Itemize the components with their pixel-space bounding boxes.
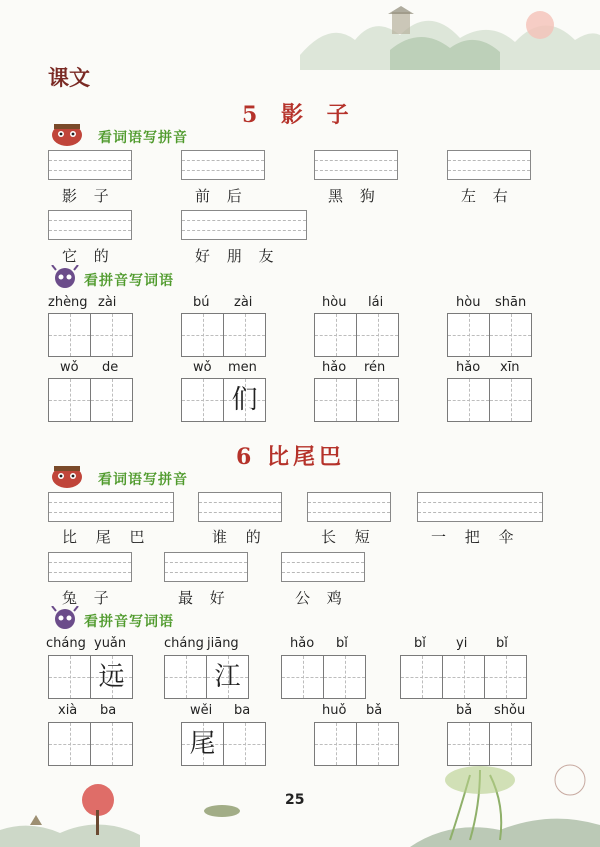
writing-grid[interactable]: [400, 655, 526, 699]
pinyin-label: yuǎn: [94, 636, 127, 651]
writing-grid[interactable]: [181, 722, 265, 766]
pinyin-label: zài: [234, 295, 253, 310]
word-label: 它 的: [62, 247, 109, 265]
prefilled-character: 远: [98, 662, 125, 692]
pinyin-label: lái: [368, 295, 384, 310]
pinyin-label: jiāng: [207, 636, 239, 651]
pinyin-answer-box[interactable]: [48, 492, 174, 522]
pinyin-answer-box[interactable]: [48, 552, 132, 582]
pinyin-label: xià: [58, 703, 78, 718]
pinyin-answer-box[interactable]: [307, 492, 391, 522]
word-label: 公 鸡: [295, 589, 342, 607]
writing-grid[interactable]: [48, 722, 132, 766]
pinyin-label: ba: [100, 703, 117, 718]
word-label: 谁 的: [212, 528, 261, 546]
writing-grid[interactable]: [181, 378, 265, 422]
pinyin-label: bǎ: [366, 703, 383, 718]
pinyin-answer-box[interactable]: [164, 552, 248, 582]
writing-grid[interactable]: [48, 655, 132, 699]
pinyin-answer-box[interactable]: [181, 210, 307, 240]
task-heading: 看词语写拼音: [98, 130, 188, 146]
mascot-icon: [50, 606, 80, 634]
pinyin-label: hòu: [322, 295, 347, 310]
pinyin-label: huǒ: [322, 703, 347, 718]
pinyin-label: bǐ: [414, 636, 426, 651]
word-label: 兔 子: [62, 589, 109, 607]
prefilled-character: 江: [214, 662, 241, 692]
prefilled-character: 尾: [189, 729, 216, 759]
pinyin-label: hòu: [456, 295, 481, 310]
writing-grid[interactable]: [164, 655, 248, 699]
pinyin-label: de: [102, 360, 119, 375]
word-label: 长 短: [321, 528, 370, 546]
pinyin-label: rén: [364, 360, 386, 375]
writing-grid[interactable]: [447, 378, 531, 422]
task-heading: 看拼音写词语: [84, 614, 174, 630]
mountain-landscape-illustration: [300, 0, 600, 70]
word-label: 左 右: [461, 187, 508, 205]
pinyin-label: bǐ: [496, 636, 508, 651]
pinyin-answer-box[interactable]: [48, 210, 132, 240]
mascot-icon: [50, 122, 84, 152]
pinyin-label: xīn: [500, 360, 520, 375]
pinyin-label: zhèng: [48, 295, 88, 310]
writing-grid[interactable]: [48, 313, 132, 357]
section-title: 课文: [48, 65, 90, 90]
pinyin-label: wǒ: [60, 360, 79, 375]
lesson-5-title: 5 影 子: [242, 102, 357, 128]
writing-grid[interactable]: [314, 722, 398, 766]
pinyin-label: hǎo: [290, 636, 315, 651]
writing-grid[interactable]: [281, 655, 365, 699]
pinyin-label: shān: [495, 295, 527, 310]
mascot-icon: [50, 464, 84, 494]
pinyin-label: ba: [234, 703, 251, 718]
pinyin-label: zài: [98, 295, 117, 310]
pinyin-label: bú: [193, 295, 210, 310]
pinyin-label: shǒu: [494, 703, 526, 718]
pinyin-answer-box[interactable]: [314, 150, 398, 180]
writing-grid[interactable]: [48, 378, 132, 422]
mascot-icon: [50, 265, 80, 293]
word-label: 比 尾 巴: [62, 528, 145, 546]
task-heading: 看拼音写词语: [84, 273, 174, 289]
lesson-6-title: 6 比尾巴: [236, 444, 345, 470]
word-label: 好 朋 友: [195, 247, 274, 265]
writing-grid[interactable]: [447, 313, 531, 357]
pinyin-label: bǐ: [336, 636, 348, 651]
bottom-left-scenery-illustration: [0, 775, 250, 847]
word-label: 最 好: [178, 589, 225, 607]
pinyin-answer-box[interactable]: [281, 552, 365, 582]
word-label: 影 子: [62, 187, 109, 205]
pinyin-answer-box[interactable]: [417, 492, 543, 522]
pinyin-answer-box[interactable]: [198, 492, 282, 522]
pinyin-label: wǒ: [193, 360, 212, 375]
pinyin-answer-box[interactable]: [181, 150, 265, 180]
prefilled-character: 们: [231, 385, 258, 415]
pinyin-label: men: [228, 360, 257, 375]
pinyin-label: cháng: [46, 636, 86, 651]
pinyin-label: hǎo: [456, 360, 481, 375]
writing-grid[interactable]: [314, 313, 398, 357]
pinyin-label: cháng: [164, 636, 204, 651]
page-number: 25: [285, 792, 305, 808]
writing-grid[interactable]: [314, 378, 398, 422]
task-heading: 看词语写拼音: [98, 472, 188, 488]
word-label: 前 后: [195, 187, 242, 205]
pinyin-answer-box[interactable]: [447, 150, 531, 180]
pinyin-label: wěi: [190, 703, 213, 718]
word-label: 一 把 伞: [431, 528, 514, 546]
word-label: 黑 狗: [328, 187, 375, 205]
bottom-right-willow-illustration: [410, 760, 600, 847]
pinyin-label: yi: [456, 636, 468, 651]
pinyin-answer-box[interactable]: [48, 150, 132, 180]
pinyin-label: bǎ: [456, 703, 473, 718]
pinyin-label: hǎo: [322, 360, 347, 375]
writing-grid[interactable]: [181, 313, 265, 357]
